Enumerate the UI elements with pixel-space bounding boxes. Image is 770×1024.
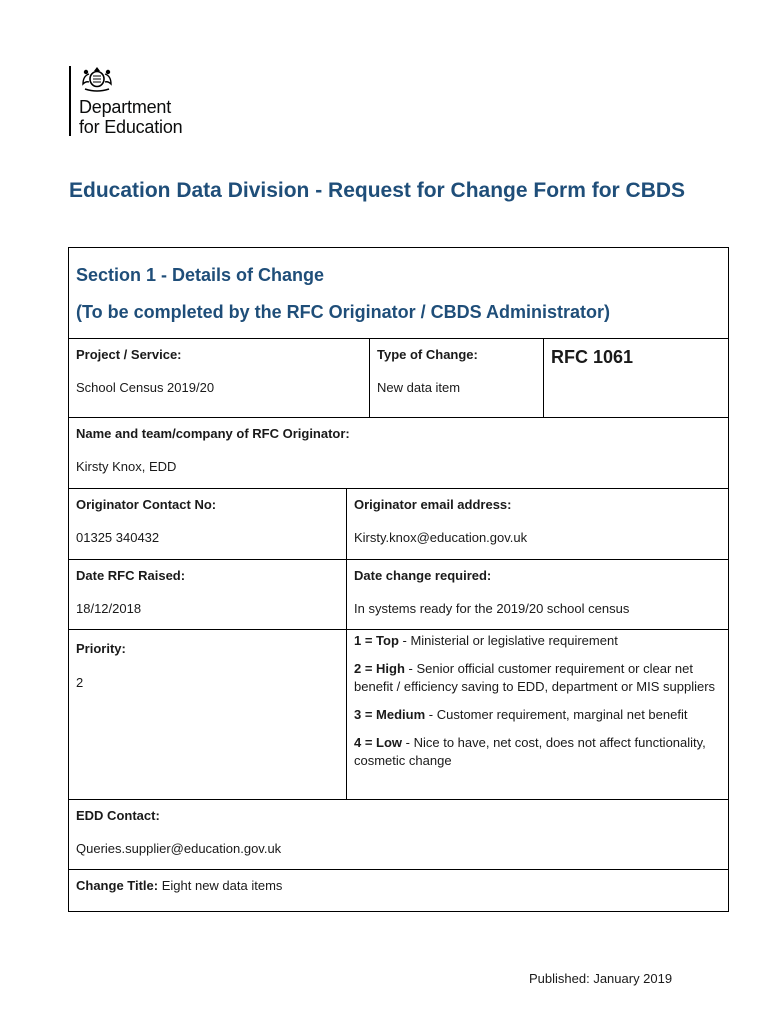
rfc-number: RFC 1061 — [551, 347, 634, 367]
rfc-number-cell — [543, 339, 728, 417]
priority-level-2 — [354, 660, 721, 696]
priority-value: 2 — [76, 675, 84, 690]
date-required-value: In systems ready for the 2019/20 school census — [354, 601, 630, 616]
dfe-logo — [69, 64, 209, 140]
date-row — [69, 559, 728, 629]
priority-level-3-key: 3 = Medium — [354, 707, 426, 722]
change-title-cell — [69, 870, 728, 911]
edd-contact-cell — [69, 800, 728, 869]
edd-contact-label: EDD Contact: — [76, 808, 160, 823]
priority-level-4-desc: - Nice to have, net cost, does not affect functionality, cosmetic change — [354, 735, 706, 768]
logo-line-1: Department — [79, 97, 172, 117]
project-row — [69, 338, 728, 417]
section-header-row — [69, 248, 728, 338]
priority-label: Priority: — [76, 641, 126, 656]
priority-level-2-desc: - Senior official customer requirement or clear net benefit / efficiency saving to EDD, department or MIS suppliers — [354, 661, 716, 694]
type-value: New data item — [377, 380, 461, 395]
date-raised-label: Date RFC Raised: — [76, 568, 186, 583]
date-raised-value: 18/12/2018 — [76, 601, 142, 616]
type-cell — [369, 339, 543, 417]
logo-bar — [69, 66, 71, 136]
date-required-cell — [346, 560, 728, 629]
project-cell — [69, 339, 369, 417]
section-heading: Section 1 - Details of Change — [76, 265, 325, 285]
priority-level-1 — [354, 632, 721, 650]
email-label: Originator email address: — [354, 497, 512, 512]
priority-level-3 — [354, 706, 721, 724]
edd-contact-value: Queries.supplier@education.gov.uk — [76, 841, 282, 856]
contact-value: 01325 340432 — [76, 530, 160, 545]
originator-value: Kirsty Knox, EDD — [76, 459, 177, 474]
priority-level-2-key: 2 = High — [354, 661, 405, 676]
priority-level-3-desc: - Customer requirement, marginal net benefit — [425, 707, 688, 722]
priority-level-4 — [354, 734, 721, 770]
date-required-label: Date change required: — [354, 568, 492, 583]
section-header-cell — [69, 248, 728, 338]
logo-text — [79, 97, 182, 137]
contact-row — [69, 488, 728, 559]
originator-label: Name and team/company of RFC Originator: — [76, 426, 350, 441]
edd-contact-row — [69, 799, 728, 869]
rfc-form-table — [68, 247, 729, 912]
priority-row — [69, 629, 728, 799]
priority-level-1-key: 1 = Top — [354, 633, 399, 648]
priority-cell — [69, 630, 346, 799]
priority-levels-cell — [346, 630, 728, 799]
page-title: Education Data Division - Request for Change Form for CBDS — [69, 179, 686, 202]
priority-level-1-desc: - Ministerial or legislative requirement — [398, 633, 618, 648]
section-subheading: (To be completed by the RFC Originator / CBDS Administrator) — [76, 302, 611, 322]
contact-label: Originator Contact No: — [76, 497, 217, 512]
published-date: Published: January 2019 — [529, 971, 673, 986]
type-label: Type of Change: — [377, 347, 478, 362]
logo-line-2: for Education — [79, 117, 183, 137]
change-title-label: Change Title: — [76, 878, 159, 893]
project-value: School Census 2019/20 — [76, 380, 215, 395]
email-cell — [346, 489, 728, 559]
royal-crest-icon — [77, 64, 117, 94]
email-value: Kirsty.knox@education.gov.uk — [354, 530, 528, 545]
project-label: Project / Service: — [76, 347, 182, 362]
change-title-value: Eight new data items — [161, 878, 283, 893]
priority-level-4-key: 4 = Low — [354, 735, 403, 750]
change-title-row — [69, 869, 728, 911]
originator-row — [69, 417, 728, 488]
contact-cell — [69, 489, 346, 559]
originator-cell — [69, 418, 728, 488]
date-raised-cell — [69, 560, 346, 629]
